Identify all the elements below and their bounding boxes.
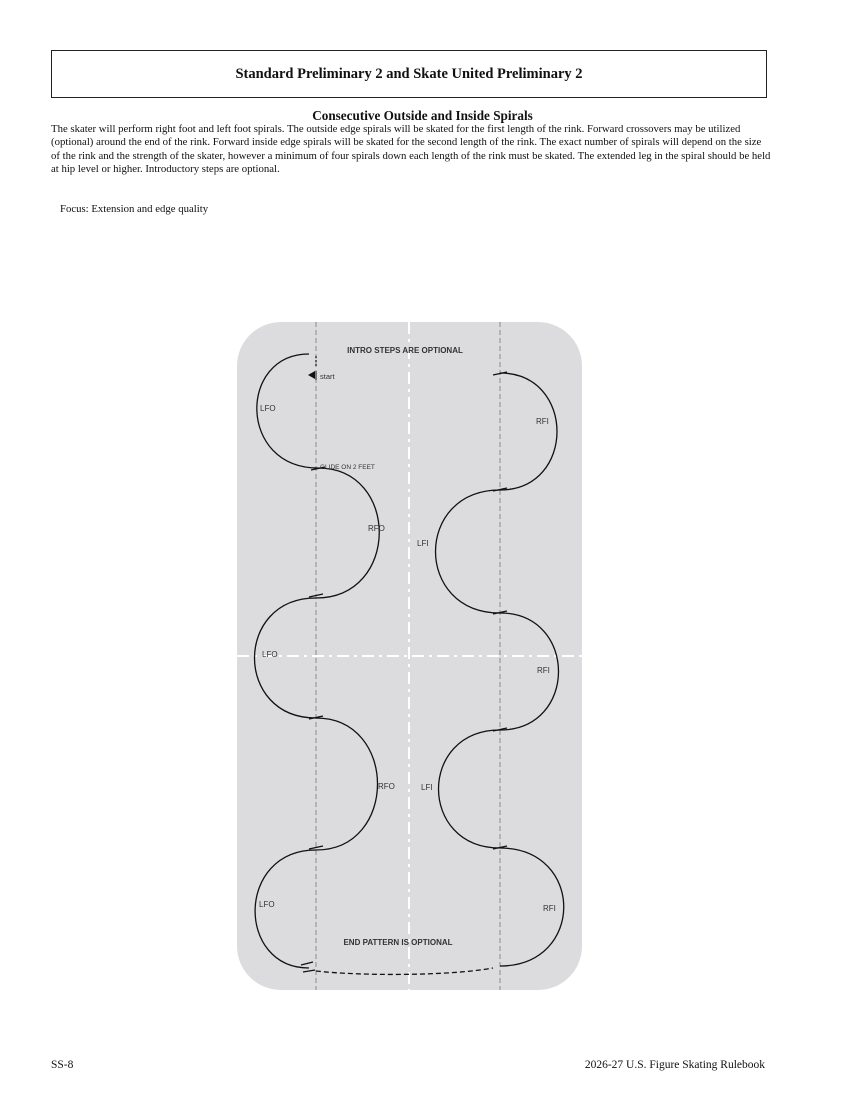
glide-label: GLIDE ON 2 FEET <box>320 464 375 471</box>
edge-label-lfo: LFO <box>262 650 278 659</box>
focus-line: Focus: Extension and edge quality <box>60 203 209 215</box>
intro-steps-label: INTRO STEPS ARE OPTIONAL <box>347 346 463 355</box>
edge-label-rfo: RFO <box>378 782 395 791</box>
edge-label-rfi: RFI <box>536 417 549 426</box>
description-paragraph: The skater will perform right foot and left foot spirals. The outside edge spirals will be skated for the first length of the rink. Forward crossovers may be utilized (optional) around the end of the rink. Forward inside edge spirals will be skated for the second length of the rink. The exact number of spirals will depend on the size of the rink and the strength of the skater, however a minimum of four spirals down each length of the rink must be skated. The extended leg in the spiral should be held at hip level or higher. Introductory steps are optional. <box>51 123 771 176</box>
section-subtitle: Consecutive Outside and Inside Spirals <box>312 108 533 123</box>
end-pattern-label: END PATTERN IS OPTIONAL <box>343 938 453 947</box>
edge-label-lfi: LFI <box>417 539 429 548</box>
edge-label-rfi: RFI <box>537 666 550 675</box>
page-title: Standard Preliminary 2 and Skate United Preliminary 2 <box>235 65 583 82</box>
page-number: SS-8 <box>51 1059 74 1071</box>
edge-label-lfi: LFI <box>421 783 433 792</box>
start-label: start <box>320 372 335 381</box>
edge-label-rfo: RFO <box>368 524 385 533</box>
edge-label-lfo: LFO <box>259 900 275 909</box>
book-title: 2026-27 U.S. Figure Skating Rulebook <box>584 1059 765 1071</box>
edge-label-lfo: LFO <box>260 404 276 413</box>
edge-label-rfi: RFI <box>543 904 556 913</box>
